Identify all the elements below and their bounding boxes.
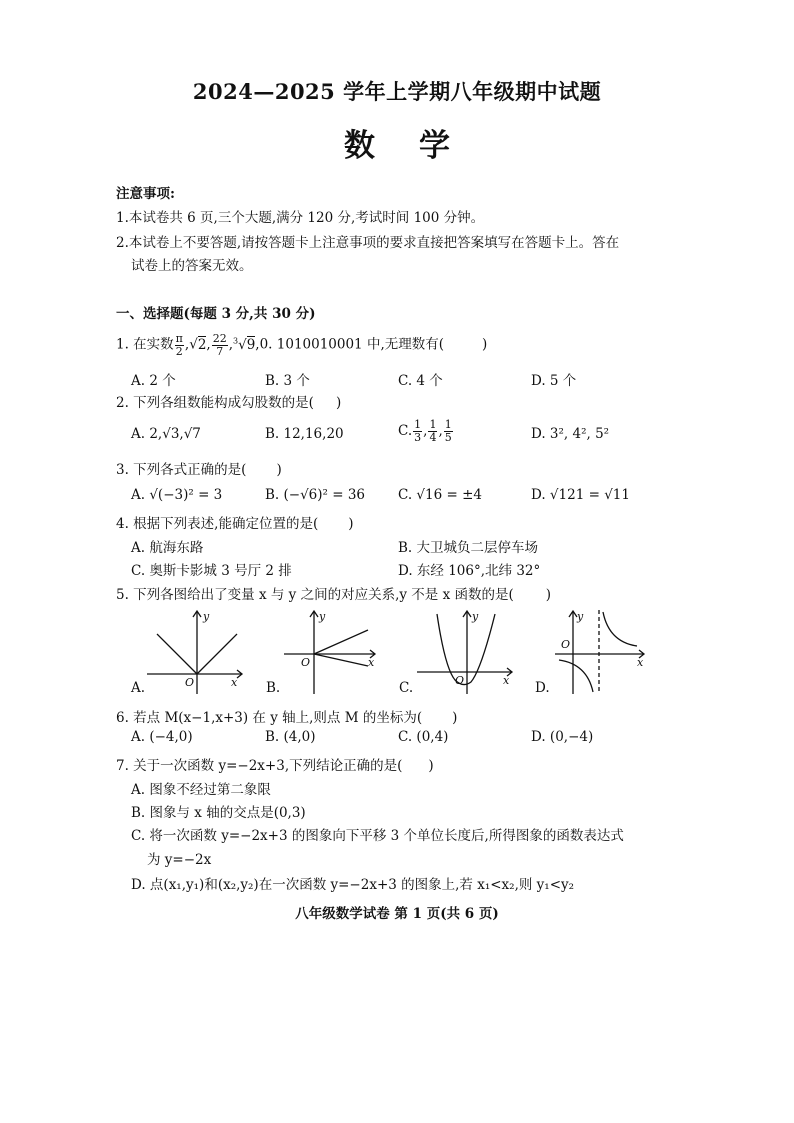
- exam-title: 2024—2025 学年上学期八年级期中试题: [192, 79, 602, 104]
- q4-option-d[interactable]: D. 东经 106°,北纬 32°: [398, 563, 541, 579]
- q4-option-a[interactable]: A. 航海东路: [131, 540, 204, 556]
- q7-option-d[interactable]: D. 点(x₁,y₁)和(x₂,y₂)在一次函数 y=−2x+3 的图象上,若 x₁<x₂,则 y₁<y₂: [131, 877, 575, 893]
- origin-label: O: [561, 638, 571, 651]
- q2-option-a[interactable]: A. 2,√3,√7: [131, 426, 201, 442]
- origin-label: O: [301, 656, 311, 669]
- question-4-stem: 4. 根据下列表述,能确定位置的是( ): [116, 516, 354, 532]
- q1-option-d[interactable]: D. 5 个: [531, 373, 577, 389]
- notice-heading: 注意事项:: [116, 186, 175, 202]
- q4-option-b[interactable]: B. 大卫城负二层停车场: [398, 540, 539, 556]
- q1-option-b[interactable]: B. 3 个: [265, 373, 310, 389]
- axis-y-label: y: [203, 610, 210, 623]
- graph-d-label: D.: [535, 680, 550, 696]
- axis-x-label: x: [503, 674, 510, 687]
- cbrt-9: $^3$√9: [233, 336, 256, 353]
- question-5-stem: 5. 下列各图给出了变量 x 与 y 之间的对应关系,y 不是 x 函数的是( ): [116, 587, 552, 603]
- q2-option-d[interactable]: D. 3², 4², 5²: [531, 426, 610, 442]
- graph-b-label: B.: [266, 680, 281, 696]
- graph-a-label: A.: [131, 680, 146, 696]
- question-3-stem: 3. 下列各式正确的是( ): [116, 462, 282, 478]
- question-1-stem: 1. 在实数 $\frac{\pi}{2}$ ,√2, $\frac{22}{7}$ ,$^3$√9,0. 1010010001 中,无理数有( ): [116, 331, 488, 358]
- q1-prefix: 1. 在实数: [116, 336, 174, 353]
- q6-option-d[interactable]: D. (0,−4): [531, 729, 594, 745]
- q4-option-c[interactable]: C. 奥斯卡影城 3 号厅 2 排: [131, 563, 292, 579]
- question-6-stem: 6. 若点 M(x−1,x+3) 在 y 轴上,则点 M 的坐标为( ): [116, 710, 458, 726]
- frac-1-3: $\frac{1}{3}$: [414, 418, 422, 444]
- q1-option-a[interactable]: A. 2 个: [131, 373, 176, 389]
- q7-option-b[interactable]: B. 图象与 x 轴的交点是(0,3): [131, 805, 306, 821]
- subject-title: 数学: [344, 128, 494, 164]
- q3-option-b[interactable]: B. (−√6)² = 36: [265, 487, 366, 503]
- q3-option-a[interactable]: A. √(−3)² = 3: [131, 487, 223, 503]
- origin-label: O: [185, 676, 195, 689]
- graph-c[interactable]: [415, 608, 520, 698]
- axis-x-label: x: [637, 656, 644, 669]
- question-7-stem: 7. 关于一次函数 y=−2x+3,下列结论正确的是( ): [116, 758, 434, 774]
- graph-d[interactable]: [553, 608, 653, 698]
- q7-option-c-line2: 为 y=−2x: [147, 852, 212, 868]
- axis-x-label: x: [231, 676, 238, 689]
- q3-option-c[interactable]: C. √16 = ±4: [398, 487, 483, 503]
- section-heading: 一、选择题(每题 3 分,共 30 分): [116, 306, 316, 322]
- q6-option-c[interactable]: C. (0,4): [398, 729, 449, 745]
- axis-x-label: x: [368, 656, 375, 669]
- question-2-stem: 2. 下列各组数能构成勾股数的是( ): [116, 395, 342, 411]
- sqrt-2: √2: [189, 336, 207, 353]
- notice-item-2-line2: 试卷上的答案无效。: [131, 258, 253, 274]
- q7-option-c-line1[interactable]: C. 将一次函数 y=−2x+3 的图象向下平移 3 个单位长度后,所得图象的函数表达式: [131, 828, 624, 844]
- frac-1-5: $\frac{1}{5}$: [444, 418, 452, 444]
- page-footer: 八年级数学试卷 第 1 页(共 6 页): [295, 906, 499, 922]
- notice-item-2-line1: 2.本试卷上不要答题,请按答题卡上注意事项的要求直接把答案填写在答题卡上。答在: [116, 235, 620, 251]
- notice-item-1: 1.本试卷共 6 页,三个大题,满分 120 分,考试时间 100 分钟。: [116, 210, 485, 226]
- q2-option-b[interactable]: B. 12,16,20: [265, 426, 344, 442]
- q6-option-b[interactable]: B. (4,0): [265, 729, 316, 745]
- q3-option-d[interactable]: D. √121 = √11: [531, 487, 630, 503]
- q1-option-c[interactable]: C. 4 个: [398, 373, 443, 389]
- frac-22-over-7: $\frac{22}{7}$: [212, 331, 227, 358]
- origin-label: O: [455, 674, 465, 687]
- graph-b[interactable]: [282, 608, 382, 698]
- q2-option-c[interactable]: C. $\frac{1}{3}$ , $\frac{1}{4}$ , $\frac{1}{5}$: [398, 418, 452, 444]
- q7-option-a[interactable]: A. 图象不经过第二象限: [131, 782, 271, 798]
- q1-suffix: ,0. 1010010001 中,无理数有(: [255, 336, 445, 353]
- q6-option-a[interactable]: A. (−4,0): [131, 729, 193, 745]
- graph-c-label: C.: [399, 680, 414, 696]
- frac-1-4: $\frac{1}{4}$: [429, 418, 437, 444]
- graph-a[interactable]: [145, 608, 250, 698]
- axis-y-label: y: [472, 610, 479, 623]
- axis-y-label: y: [319, 610, 326, 623]
- frac-pi-over-2: $\frac{\pi}{2}$: [175, 331, 183, 358]
- axis-y-label: y: [577, 610, 584, 623]
